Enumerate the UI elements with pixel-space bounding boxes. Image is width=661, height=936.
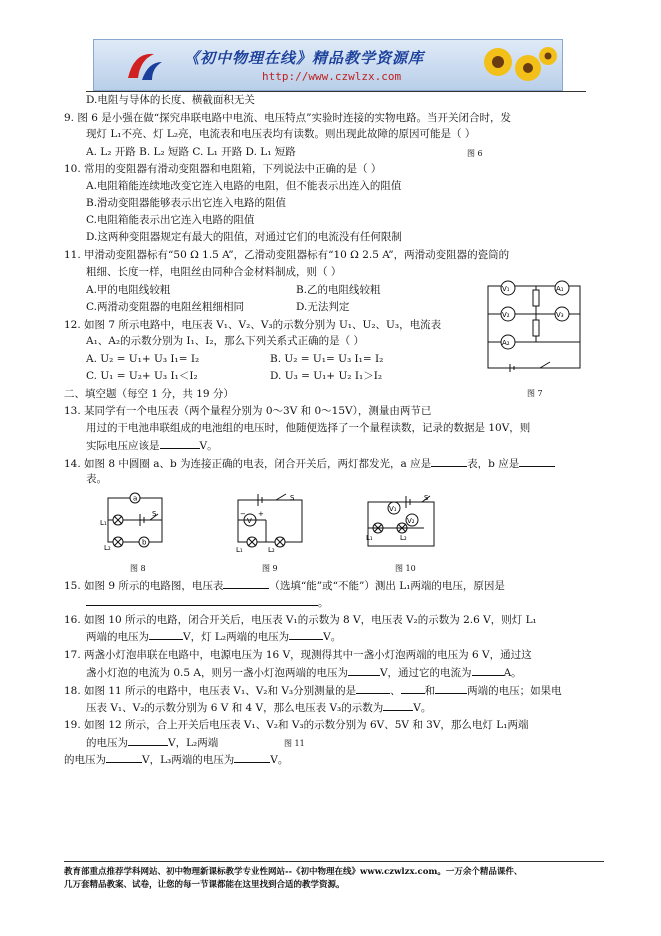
- fig8-l1: L₁: [100, 519, 107, 527]
- q16-text-2b: V，灯 L₂两端的电压为: [183, 631, 290, 643]
- q13-text-3b: V。: [199, 440, 218, 452]
- q15-blank-2[interactable]: [86, 594, 318, 606]
- fig9-circuit: [232, 494, 310, 552]
- q16-text-2c: V。: [323, 631, 342, 643]
- q14-text-1b: 表，b 应是: [467, 458, 520, 470]
- q15-text-2: [86, 594, 329, 611]
- q12-option-c: C. U₁ = U₂+ U₃ I₁＜I₂: [86, 370, 198, 382]
- fig11-caption: 图 11: [284, 739, 305, 748]
- q12-text-1: 12. 如图 7 所示电路中，电压表 V₁、V₂、V₃的示数分别为 U₁、U₂、U₃，电流表: [64, 319, 442, 331]
- q18-text-1d: 两端的电压；如果电: [467, 685, 562, 697]
- q14-text-2: 表。: [86, 473, 107, 485]
- q16-text-2: [86, 628, 341, 645]
- q12-option-d: D. U₃ = U₁+ U₂ I₁＞I₂: [270, 370, 383, 382]
- fig7-a1: A₁: [556, 285, 564, 293]
- q16-text-1: 16. 如图 10 所示的电路，闭合开关后，电压表 V₁的示数为 8 V，电压表 V₂的示数为 2.6 V，则灯 L₁: [64, 614, 537, 626]
- q16-text-2a: 两端的电压为: [86, 631, 149, 643]
- q15-blank-1[interactable]: [223, 577, 269, 589]
- q14-blank-a[interactable]: [431, 455, 467, 467]
- q19-blank-3[interactable]: [234, 751, 270, 763]
- q13-text-1: 13. 某同学有一个电压表（两个量程分别为 0～3V 和 0～15V），测量由两节已: [64, 405, 432, 417]
- q17-blank-2[interactable]: [472, 664, 504, 676]
- fig7-v3: V₃: [556, 311, 564, 319]
- header-url[interactable]: http://www.czwlzx.com: [262, 70, 402, 83]
- q14-text-1: [64, 455, 555, 472]
- q17-text-2c: A。: [503, 667, 522, 679]
- fig9-l1: L₁: [236, 546, 243, 554]
- section-fill-title: 二、填空题（每空 1 分，共 19 分）: [64, 388, 234, 400]
- q19-blank-1[interactable]: [128, 734, 168, 746]
- fig6-caption: 图 6: [467, 149, 483, 158]
- fig9-v: V: [247, 517, 252, 525]
- fig9-s: S: [290, 494, 295, 502]
- fig7-a2: A₂: [502, 339, 510, 347]
- fig9-plus: +: [258, 510, 264, 518]
- q18-text-1: [64, 682, 562, 699]
- fig8-circuit: [100, 492, 170, 550]
- q11-text-1: 11. 甲滑动变阻器标有“50 Ω 1.5 A”，乙滑动变阻器标有“10 Ω 2.5 A”，两滑动变阻器的瓷筒的: [64, 249, 510, 261]
- q17-text-2b: V，通过它的电流为: [379, 667, 472, 679]
- q18-blank-4[interactable]: [383, 699, 413, 711]
- q11-option-d: D.无法判定: [296, 301, 350, 313]
- fig7-v2: V₂: [502, 311, 510, 319]
- q18-blank-1[interactable]: [356, 682, 390, 694]
- q18-blank-2[interactable]: [401, 682, 425, 694]
- q17-text-2: [86, 664, 522, 681]
- fig10-v1: V₁: [389, 505, 397, 513]
- fig10-l1: L₁: [366, 534, 373, 542]
- q19-text-3b: V，L₃两端的电压为: [142, 754, 235, 766]
- q15-text-1: [64, 577, 505, 594]
- q12-text-2: A₁、A₂的示数分别为 I₁、I₂，那么下列关系式正确的是（ ）: [86, 335, 364, 347]
- q11-option-a: A.甲的电阻线较粗: [86, 284, 171, 296]
- fig9-minus: −: [240, 510, 246, 518]
- q13-blank[interactable]: [160, 437, 200, 449]
- q10-option-c: C.电阻箱能表示出它连入电路的阻值: [86, 214, 255, 226]
- q17-text-1: 17. 两盏小灯泡串联在电路中，电源电压为 16 V，现测得其中一盏小灯泡两端的电压为 6 V，通过这: [64, 649, 532, 661]
- fig9-caption: 图 9: [262, 564, 278, 573]
- fig8-l2: L₂: [104, 544, 111, 552]
- q18-text-1a: 18. 如图 11 所示的电路中，电压表 V₁、V₂和 V₃分别测量的是: [64, 685, 357, 697]
- q18-text-2b: V。: [413, 702, 432, 714]
- fig9-l2: L₂: [268, 546, 275, 554]
- q15-text-2a: 。: [318, 597, 329, 609]
- q19-text-1: 19. 如图 12 所示，合上开关后电压表 V₁、V₂和 V₃的示数分别为 6V、5V 和 3V，那么电灯 L₁两端: [64, 719, 529, 731]
- fig7-circuit: [480, 278, 590, 378]
- q10-text: 10. 常用的变阻器有滑动变阻器和电阻箱，下列说法中正确的是（ ）: [64, 163, 382, 175]
- q19-text-3c: V。: [270, 754, 289, 766]
- footer-line-2: 几万套精品教案、试卷，让您的每一节课都能在这里找到合适的教学资源。: [64, 880, 345, 890]
- q18-text-1b: 、: [390, 685, 401, 697]
- q10-option-d: D.这两种变阻器规定有最大的阻值，对通过它们的电流没有任何限制: [86, 231, 402, 243]
- fig7-caption: 图 7: [527, 389, 543, 398]
- q15-text-1a: 15. 如图 9 所示的电路图，电压表: [64, 580, 224, 592]
- fig10-caption: 图 10: [395, 564, 416, 573]
- q14-text-1a: 14. 如图 8 中圆圈 a、b 为连接正确的电表，闭合开关后，两灯都发光，a 应是: [64, 458, 432, 470]
- q14-blank-b[interactable]: [519, 455, 555, 467]
- fig8-caption: 图 8: [130, 564, 146, 573]
- q19-blank-2[interactable]: [106, 751, 142, 763]
- fig10-l2: L₂: [400, 534, 407, 542]
- fig10-circuit: [362, 492, 442, 552]
- q11-text-2: 粗细、长度一样，电阻丝由同种合金材料制成，则（ ）: [86, 266, 342, 278]
- q12-option-a: A. U₂ = U₁+ U₃ I₁= I₂: [86, 353, 200, 365]
- header-title: 《初中物理在线》精品教学资源库: [184, 49, 425, 67]
- fig10-v2: V₂: [407, 517, 415, 525]
- q16-blank-1[interactable]: [149, 628, 183, 640]
- q18-text-2a: 压表 V₁、V₂的示数分别为 6 V 和 4 V，那么电压表 V₃的示数为: [86, 702, 384, 714]
- sunflower-icon: [476, 42, 556, 88]
- q18-blank-3[interactable]: [435, 682, 467, 694]
- q10-option-b: B.滑动变阻器能够表示出它连入电路的阻值: [86, 197, 287, 209]
- q13-text-2: 用过的干电池串联组成的电池组的电压时，他随便选择了一个量程读数，记录的数据是 10V，则: [86, 422, 531, 434]
- q18-text-1c: 和: [424, 685, 436, 697]
- fig8-a: a: [133, 494, 138, 503]
- fig10-s: S: [424, 494, 429, 502]
- q18-text-2: [86, 699, 431, 716]
- q9-text-1: 9. 图 6 是小强在做“探究串联电路中电流、电压特点”实验时连接的实物电路。当开关闭合时，发: [64, 112, 511, 124]
- q11-option-b: B.乙的电阻线较粗: [296, 284, 381, 296]
- q8-option-d: D.电阻与导体的长度、横截面积无关: [86, 94, 255, 106]
- q15-text-1b: （选填“能”或“不能”）测出 L₁两端的电压，原因是: [269, 580, 505, 592]
- q17-text-2a: 盏小灯泡的电流为 0.5 A，则另一盏小灯泡两端的电压为: [86, 667, 348, 679]
- q12-option-b: B. U₂ = U₁= U₃ I₁= I₂: [270, 353, 384, 365]
- q16-blank-2[interactable]: [289, 628, 323, 640]
- footer-rule: [64, 861, 604, 862]
- q19-text-2a: 的电压为: [86, 737, 128, 749]
- q9-text-2: 现灯 L₁不亮、灯 L₂亮，电流表和电压表均有读数。则出现此故障的原因可能是（ ）: [86, 128, 476, 140]
- footer-line-1: 教育部重点推荐学科网站、初中物理新课标教学专业性网站--《初中物理在线》www.czwlzx.com。一万余个精品课件、: [64, 867, 523, 877]
- q9-options: A. L₂ 开路 B. L₂ 短路 C. L₁ 开路 D. L₁ 短路: [86, 146, 296, 158]
- q17-blank-1[interactable]: [348, 664, 380, 676]
- q11-option-c: C.两滑动变阻器的电阻丝粗细相同: [86, 301, 244, 313]
- fig7-v1: V₁: [502, 285, 510, 293]
- q19-text-2b: V，L₂两端: [168, 737, 219, 749]
- fig8-b: b: [142, 538, 147, 547]
- logo-icon: [124, 48, 164, 84]
- header-banner: [93, 39, 563, 91]
- q19-text-3a: 的电压为: [64, 754, 106, 766]
- q13-text-3: [86, 437, 218, 454]
- q10-option-a: A.电阻箱能连续地改变它连入电路的电阻，但不能表示出连入的阻值: [86, 180, 402, 192]
- q19-text-2: [86, 734, 218, 751]
- q19-text-3: [64, 751, 288, 768]
- q13-text-3a: 实际电压应该是: [86, 440, 160, 452]
- fig8-s: S: [152, 510, 157, 518]
